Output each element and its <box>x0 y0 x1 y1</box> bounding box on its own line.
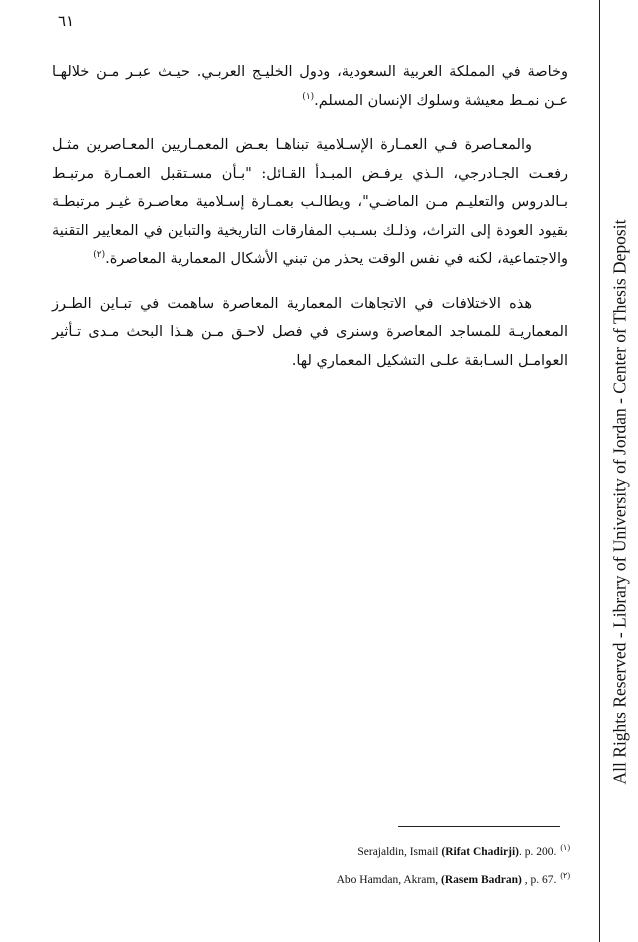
footnote <box>240 838 570 866</box>
watermark-strip <box>599 0 638 942</box>
footnote-author: Serajaldin, Ismail <box>357 846 442 858</box>
footnote-reference: (٢) <box>93 250 106 261</box>
paragraph-text: وخاصة في المملكة العربية السعودية، ودول الخليـج العربـي. حيـث عبـر مـن خلالهـا عـن نمـط معيشة وسلوك الإنسان المسلم. <box>52 64 568 109</box>
footnote-page: . p. 200. <box>518 846 557 858</box>
footnote-author: Abo Hamdan, Akram, <box>336 874 442 886</box>
footnote-page: , p. 67. <box>521 874 557 886</box>
paragraph <box>52 58 568 115</box>
footnote-reference: (١) <box>302 91 315 102</box>
paragraph <box>52 131 568 274</box>
footnote-subject: (Rasem Badran) <box>441 874 522 886</box>
footnote-separator <box>398 826 560 827</box>
watermark-text: All Rights Reserved - Library of University of Jordan - Center of Thesis Deposit <box>609 219 629 785</box>
footnotes <box>240 838 570 894</box>
paragraph-text: والمعـاصرة فـي العمـارة الإسـلامية تبناهـا بعـض المعمـاريين المعـاصرين مثـل رفعـت الجـادرجي، الـذي يرفـض المبـدأ القـائل: "بـأن مسـتقبل العمـارة مرتبـط بـالدروس والتعليـم مـن الماضـي"، ويطالـب بعمـارة إسـلامية معاصـرة غيـر مرتبطـة بقيود العودة إلى التراث، وذلـك بسـبب المفارقات التاريخية والتباين في المعايير التقنية والاجتماعية، لكنه في نفس الوقت يحذر من تبني الأشكال المعمارية المعاصرة. <box>52 137 568 267</box>
footnote-subject: (Rifat Chadirji) <box>441 846 519 858</box>
paragraph <box>52 290 568 376</box>
page-number: ٦١ <box>58 12 75 30</box>
paragraph-text: هذه الاختلافات في الاتجاهات المعمارية المعاصرة ساهمت في تبـاين الطـرز المعماريـة للمساجد المعاصرة وسنرى في فصل لاحـق مـن هـذا البحث مـدى تـأثير العوامـل السـابقة علـى التشكيل المعماري لها. <box>52 295 568 369</box>
footnote-number: (٢) <box>560 871 570 881</box>
footnote-number: (١) <box>560 843 570 853</box>
footnote <box>240 866 570 894</box>
body-text <box>52 58 568 391</box>
